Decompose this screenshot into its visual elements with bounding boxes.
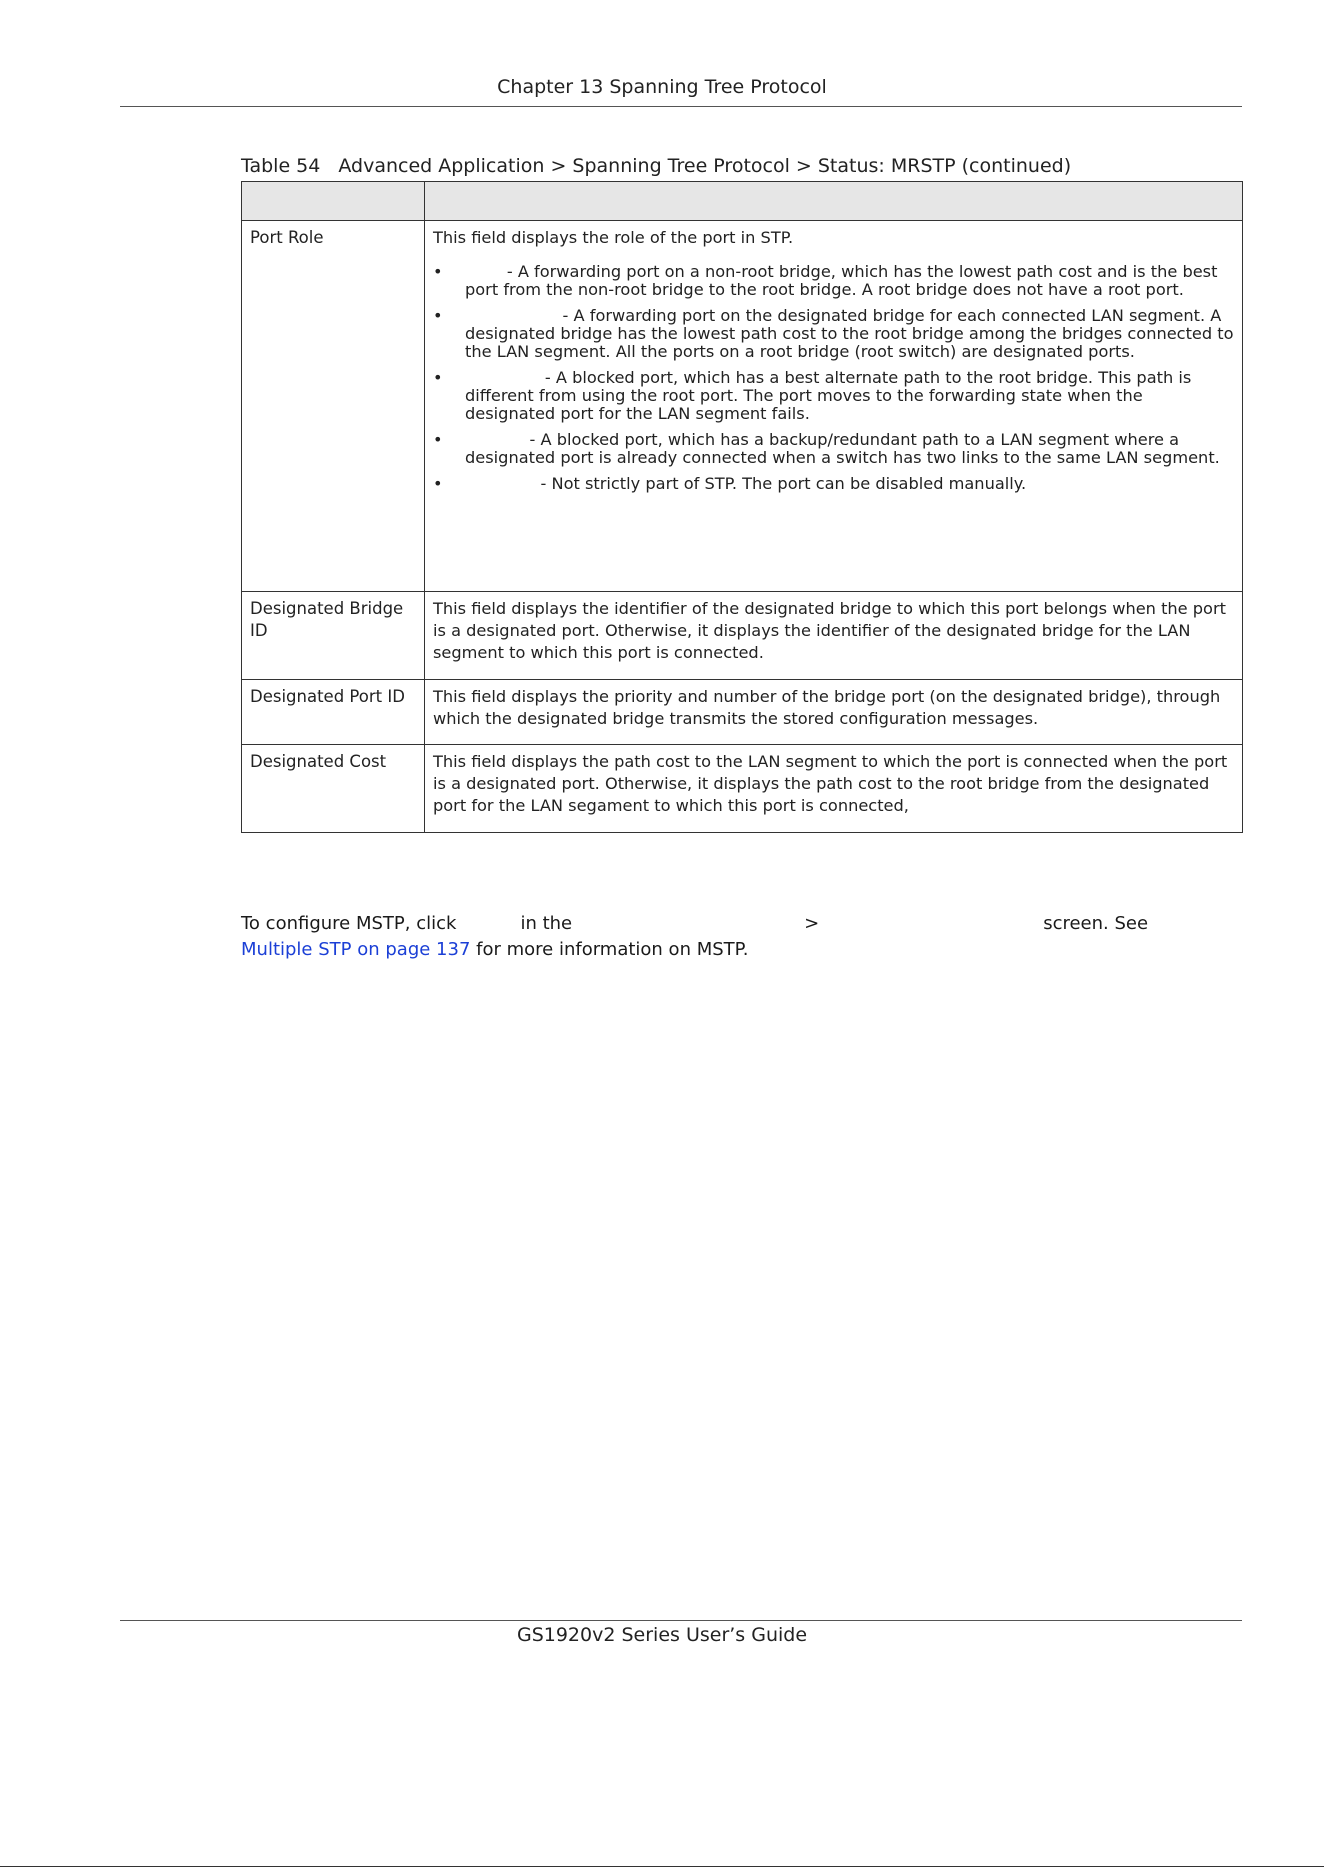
port-role-term: [465, 369, 540, 387]
footer-divider: [120, 1620, 1242, 1621]
table-row: [242, 745, 1243, 833]
bullet-icon: •: [433, 474, 443, 493]
bullet-icon: •: [433, 306, 443, 325]
table-header-row: [242, 182, 1243, 221]
configure-mstp-paragraph: [241, 911, 1242, 963]
field-description: This field displays the priority and number of the bridge port (on the designated bridge), through which the designated bridge transmits the stored configuration messages.: [425, 680, 1243, 745]
port-role-text: - A blocked port, which has a backup/redundant path to a LAN segment where a designated port is already connected when a switch has two links to the same LAN segment.: [465, 430, 1220, 467]
field-description-table: [241, 181, 1243, 833]
field-label: Designated Port ID: [242, 680, 425, 745]
para-text-3: >: [804, 913, 820, 934]
field-description: [425, 221, 1243, 592]
port-role-item-alternate: [433, 369, 1234, 423]
field-label: Designated Cost: [242, 745, 425, 833]
port-role-item-backup: [433, 431, 1234, 467]
port-role-term: [465, 475, 535, 493]
chapter-header: Chapter 13 Spanning Tree Protocol: [497, 76, 827, 98]
para-text-2: in the: [520, 913, 573, 934]
table-caption-number: Table 54: [241, 155, 321, 177]
field-description: This field displays the path cost to the LAN segment to which the port is connected when the port is a designated port. Otherwise, it displays the path cost to the root bridge from the designated port for the LAN segament to which this port is connected,: [425, 745, 1243, 833]
field-label: Port Role: [242, 221, 425, 592]
port-role-list: [433, 263, 1234, 493]
para-text-4: screen. See: [1043, 913, 1149, 934]
port-role-item-root: [433, 263, 1234, 299]
field-description: This field displays the identifier of the designated bridge to which this port belongs when the port is a designated port. Otherwise, it displays the identifier of the designated bridge for the LAN segment to which this port is connected.: [425, 592, 1243, 680]
field-description-intro: This field displays the role of the port in STP.: [433, 228, 794, 247]
table-row: [242, 680, 1243, 745]
para-text-end: for more information on MSTP.: [470, 939, 749, 960]
bullet-icon: •: [433, 430, 443, 449]
bullet-icon: •: [433, 262, 443, 281]
field-label: Designated Bridge ID: [242, 592, 425, 680]
port-role-term: [465, 263, 502, 281]
table-caption-text: Advanced Application > Spanning Tree Protocol > Status: MRSTP (continued): [338, 155, 1072, 177]
table-header-description-cell: [425, 182, 1243, 221]
para-text-1: To configure MSTP, click: [241, 913, 457, 934]
port-role-term: [465, 431, 524, 449]
table-caption: [241, 155, 1071, 177]
multiple-stp-link[interactable]: Multiple STP on page 137: [241, 939, 471, 960]
table-row: [242, 221, 1243, 592]
header-divider: [120, 106, 1242, 107]
port-role-item-designated: [433, 307, 1234, 361]
port-role-text: - A blocked port, which has a best alternate path to the root bridge. This path is different from using the root port. The port moves to the forwarding state when the designated port for the LAN segment fails.: [465, 368, 1192, 423]
port-role-term: [465, 307, 557, 325]
port-role-text: - A forwarding port on the designated bridge for each connected LAN segment. A designated bridge has the lowest path cost to the root bridge among the bridges connected to the LAN segment. All the ports on a root bridge (root switch) are designated ports.: [465, 306, 1234, 361]
table-row: [242, 592, 1243, 680]
port-role-text: - Not strictly part of STP. The port can be disabled manually.: [540, 474, 1027, 493]
table-header-label-cell: [242, 182, 425, 221]
bullet-icon: •: [433, 368, 443, 387]
port-role-item-disabled: [433, 475, 1234, 493]
port-role-text: - A forwarding port on a non-root bridge, which has the lowest path cost and is the best port from the non-root bridge to the root bridge. A root bridge does not have a root port.: [465, 262, 1218, 299]
guide-footer: GS1920v2 Series User’s Guide: [516, 1624, 808, 1646]
